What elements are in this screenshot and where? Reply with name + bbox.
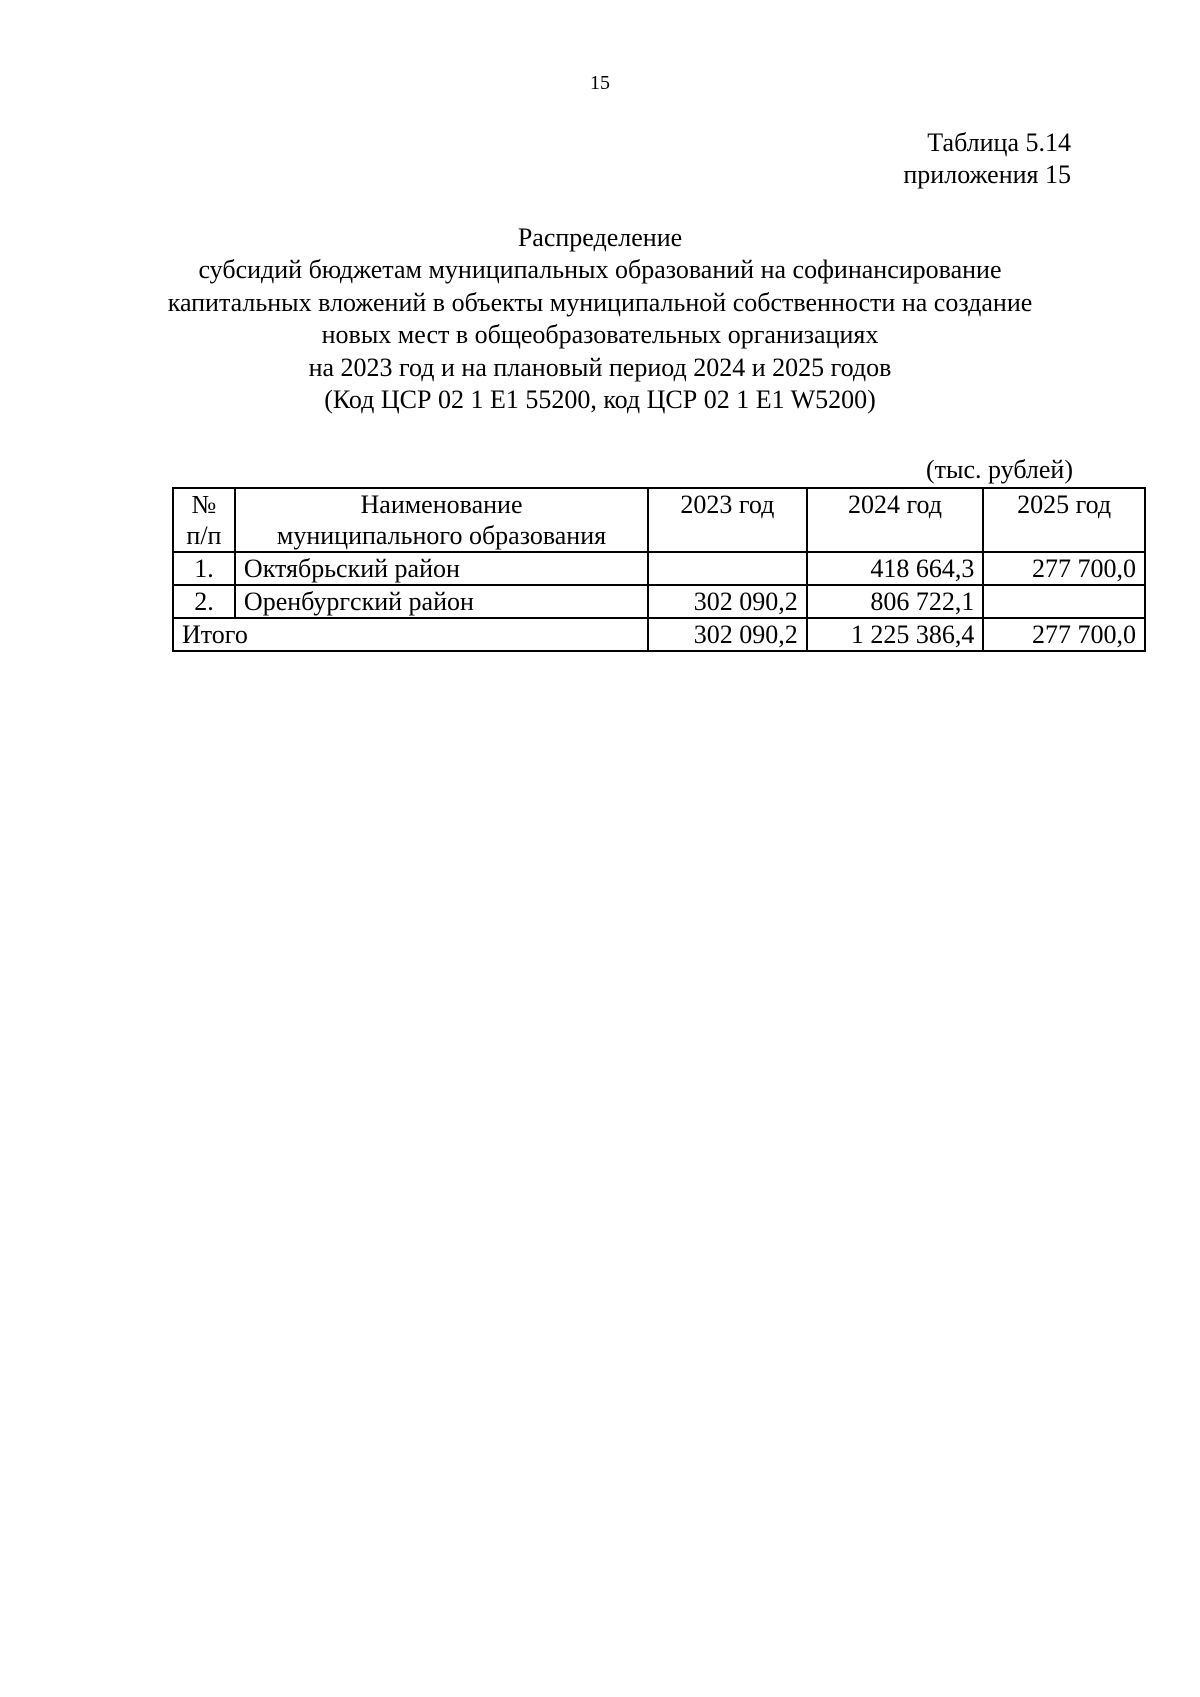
- header-name: [235, 488, 648, 552]
- row-value-2024: 418 664,3: [807, 552, 984, 585]
- row-number: 1.: [173, 552, 235, 585]
- table-header-row: [173, 488, 1145, 552]
- header-2025: 2025 год: [983, 488, 1145, 552]
- total-label: Итого: [173, 618, 648, 651]
- table-reference-line-1: Таблица 5.14: [927, 128, 1071, 157]
- table-row: [173, 552, 1145, 585]
- page-number: 15: [590, 72, 610, 94]
- title-line: Распределение: [517, 223, 683, 252]
- row-value-2023: 302 090,2: [648, 585, 807, 618]
- table-reference-line-2: приложения 15: [903, 160, 1071, 189]
- row-name: Оренбургский район: [235, 585, 648, 618]
- row-number: 2.: [173, 585, 235, 618]
- units-label: (тыс. рублей): [925, 455, 1073, 484]
- header-2023: 2023 год: [648, 488, 807, 552]
- row-value-2025: 277 700,0: [983, 552, 1145, 585]
- header-number: [173, 488, 235, 552]
- row-name: Октябрьский район: [235, 552, 648, 585]
- header-number-line-1: №: [191, 490, 217, 519]
- title-line: капитальных вложений в объекты муниципальной собственности на создание: [167, 287, 1033, 317]
- table-total-row: [173, 618, 1145, 651]
- row-value-2025: [983, 585, 1145, 618]
- header-2024: 2024 год: [807, 488, 984, 552]
- title-line: (Код ЦСР 02 1 E1 55200, код ЦСР 02 1 E1 W5200): [324, 385, 876, 415]
- header-number-line-2: п/п: [186, 521, 222, 550]
- row-value-2023: [648, 552, 807, 585]
- header-name-line-2: муниципального образования: [276, 521, 607, 550]
- table-row: [173, 585, 1145, 618]
- title-line: субсидий бюджетам муниципальных образований на софинансирование: [198, 255, 1002, 285]
- document-title: [130, 222, 1070, 416]
- total-value-2023: 302 090,2: [648, 618, 807, 651]
- title-line: новых мест в общеобразовательных организациях: [321, 320, 879, 350]
- table-reference: [903, 127, 1071, 191]
- title-line: на 2023 год и на плановый период 2024 и 2025 годов: [308, 352, 892, 382]
- row-value-2024: 806 722,1: [807, 585, 984, 618]
- total-value-2024: 1 225 386,4: [807, 618, 984, 651]
- header-name-line-1: Наименование: [360, 490, 523, 519]
- subsidy-table: [172, 487, 1146, 652]
- total-value-2025: 277 700,0: [983, 618, 1145, 651]
